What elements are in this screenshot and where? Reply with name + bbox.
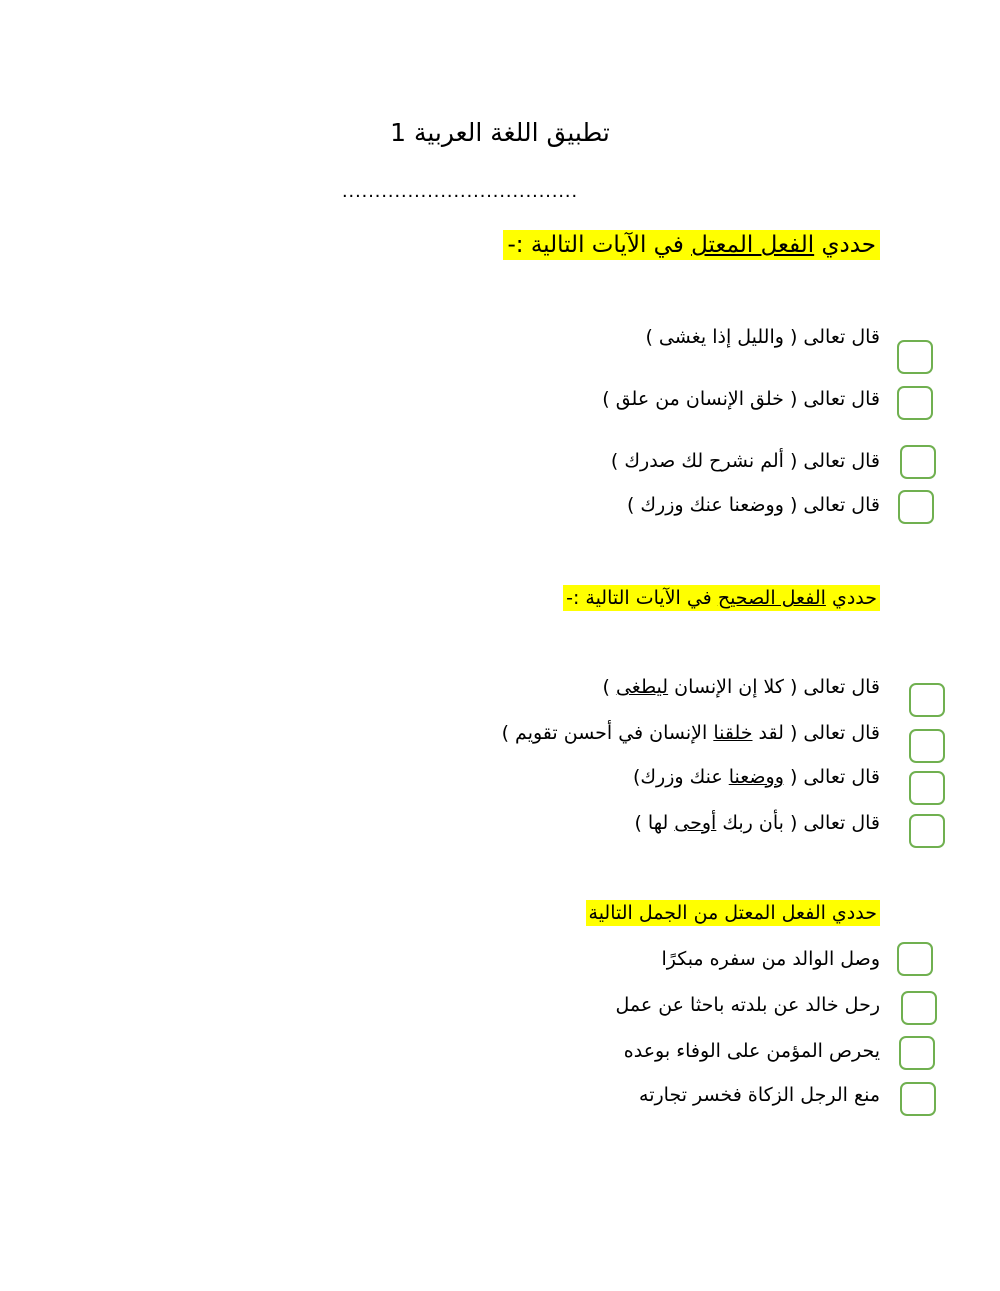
section3-heading: حددي الفعل المعتل من الجمل التالية: [586, 900, 880, 926]
page-title: تطبيق اللغة العربية 1: [390, 118, 610, 147]
section2-item: [634, 812, 880, 834]
item-text-pre: قال تعالى ( كلا إن الإنسان: [668, 676, 880, 698]
answer-checkbox[interactable]: [899, 1036, 935, 1070]
answer-checkbox[interactable]: [898, 490, 934, 524]
item-text-pre: قال تعالى (: [783, 766, 880, 788]
section2-heading: [563, 585, 880, 611]
item-text-underlined: خلقنا: [713, 722, 753, 744]
section3-item: يحرص المؤمن على الوفاء بوعده: [623, 1040, 880, 1062]
section2-item: [603, 676, 880, 698]
section2-item: [502, 722, 880, 744]
section2-heading-post: في الآيات التالية :-: [566, 587, 718, 609]
section1-heading-pre: حددي: [814, 232, 876, 258]
section3-item: منع الرجل الزكاة فخسر تجارته: [639, 1084, 880, 1106]
section2-heading-underlined: الفعل الصحيح: [717, 587, 826, 609]
answer-checkbox[interactable]: [897, 942, 933, 976]
section1-heading: [503, 230, 880, 260]
answer-checkbox[interactable]: [901, 991, 937, 1025]
name-line: ....................................: [342, 180, 579, 202]
item-text-post: الإنسان في أحسن تقويم ): [501, 722, 714, 744]
answer-checkbox[interactable]: [900, 1082, 936, 1116]
item-text-pre: قال تعالى ( لقد: [752, 722, 880, 744]
section1-item: قال تعالى ( ووضعنا عنك وزرك ): [626, 494, 880, 516]
item-text-underlined: ووضعنا: [728, 766, 784, 788]
section1-item: قال تعالى ( ألم نشرح لك صدرك ): [610, 450, 880, 472]
answer-checkbox[interactable]: [909, 683, 945, 717]
section3-item: رحل خالد عن بلدته باحثا عن عمل: [615, 994, 880, 1016]
item-text-pre: قال تعالى ( بأن ربك: [716, 812, 880, 834]
section3-item: وصل الوالد من سفره مبكرًا: [661, 948, 880, 970]
answer-checkbox[interactable]: [909, 771, 945, 805]
answer-checkbox[interactable]: [909, 814, 945, 848]
answer-checkbox[interactable]: [900, 445, 936, 479]
item-text-post: لها ): [634, 812, 675, 834]
section1-heading-post: في الآيات التالية :-: [507, 232, 692, 258]
answer-checkbox[interactable]: [909, 729, 945, 763]
item-text-post: ): [602, 676, 616, 698]
answer-checkbox[interactable]: [897, 386, 933, 420]
item-text-underlined: ليطغى: [615, 676, 669, 698]
section1-heading-underlined: الفعل المعتل: [691, 232, 815, 258]
item-text-post: عنك وزرك): [632, 766, 729, 788]
section2-item: [633, 766, 880, 788]
answer-checkbox[interactable]: [897, 340, 933, 374]
item-text-underlined: أوحى: [674, 812, 717, 834]
section2-heading-pre: حددي: [825, 587, 877, 609]
section1-item: قال تعالى ( خلق الإنسان من علق ): [602, 388, 880, 410]
section1-item: قال تعالى ( والليل إذا يغشى ): [645, 326, 880, 348]
